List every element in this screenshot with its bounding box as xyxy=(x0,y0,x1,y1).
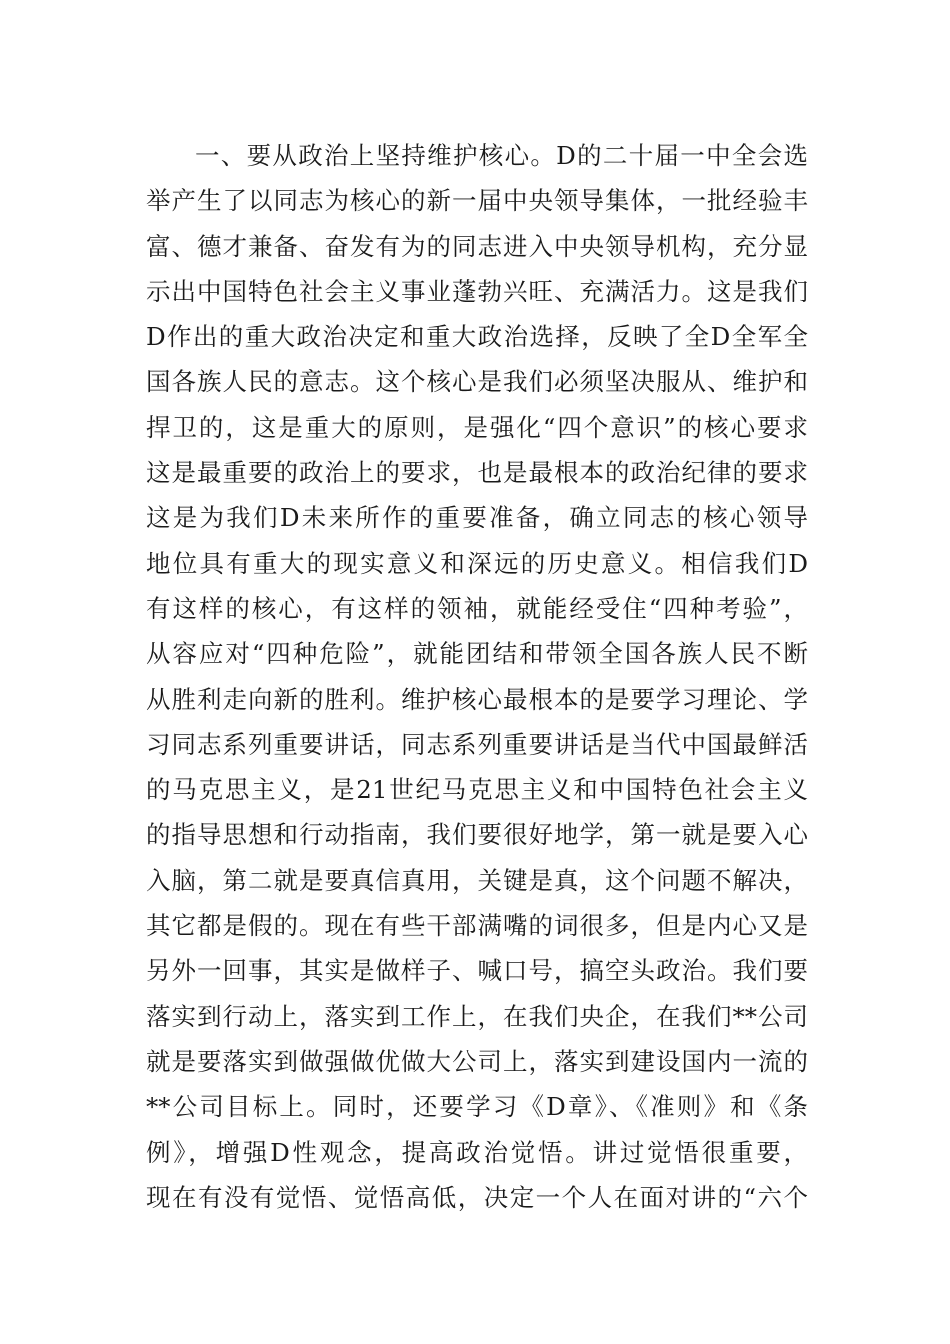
text-line: 这是最重要的政治上的要求，也是最根本的政治纪律的要求 xyxy=(146,458,808,488)
text-line: 这是为我们D未来所作的重要准备，确立同志的核心领导 xyxy=(146,503,808,533)
text-line: 习同志系列重要讲话，同志系列重要讲话是当代中国最鲜活 xyxy=(146,729,808,759)
text-line: 富、德才兼备、奋发有为的同志进入中央领导机构，充分显 xyxy=(146,231,808,261)
text-line: **公司目标上。同时，还要学习《D章》、《准则》和《条 xyxy=(146,1092,808,1122)
text-line: 现在有没有觉悟、觉悟高低，决定一个人在面对讲的“六个 xyxy=(146,1182,808,1212)
text-line: 落实到行动上，落实到工作上，在我们央企，在我们**公司 xyxy=(146,1001,808,1031)
text-line: 另外一回事，其实是做样子、喊口号，搞空头政治。我们要 xyxy=(146,956,808,986)
text-line: 捍卫的，这是重大的原则，是强化“四个意识”的核心要求 xyxy=(146,412,808,442)
text-line: 举产生了以同志为核心的新一届中央领导集体，一批经验丰 xyxy=(146,186,808,216)
text-line: 一、要从政治上坚持维护核心。D的二十届一中全会选 xyxy=(195,141,808,170)
text-line: 国各族人民的意志。这个核心是我们必须坚决服从、维护和 xyxy=(146,367,808,397)
text-line: 其它都是假的。现在有些干部满嘴的词很多，但是内心又是 xyxy=(146,911,808,941)
text-line: 有这样的核心，有这样的领袖，就能经受住“四种考验”， xyxy=(146,593,808,623)
text-line: 地位具有重大的现实意义和深远的历史意义。相信我们D xyxy=(146,548,808,578)
text-line: D作出的重大政治决定和重大政治选择，反映了全D全军全 xyxy=(146,322,808,352)
text-line: 的马克思主义，是21世纪马克思主义和中国特色社会主义 xyxy=(146,775,808,805)
text-line: 就是要落实到做强做优做大公司上，落实到建设国内一流的 xyxy=(146,1046,808,1076)
text-line: 例》，增强D性观念，提高政治觉悟。讲过觉悟很重要， xyxy=(146,1137,808,1167)
text-line: 入脑，第二就是要真信真用，关键是真，这个问题不解决， xyxy=(146,865,808,895)
text-line: 从容应对“四种危险”，就能团结和带领全国各族人民不断 xyxy=(146,639,808,669)
text-line: 从胜利走向新的胜利。维护核心最根本的是要学习理论、学 xyxy=(146,684,808,714)
document-body xyxy=(146,133,808,1220)
text-line: 示出中国特色社会主义事业蓬勃兴旺、充满活力。这是我们 xyxy=(146,276,808,306)
text-line: 的指导思想和行动指南，我们要很好地学，第一就是要入心 xyxy=(146,820,808,850)
